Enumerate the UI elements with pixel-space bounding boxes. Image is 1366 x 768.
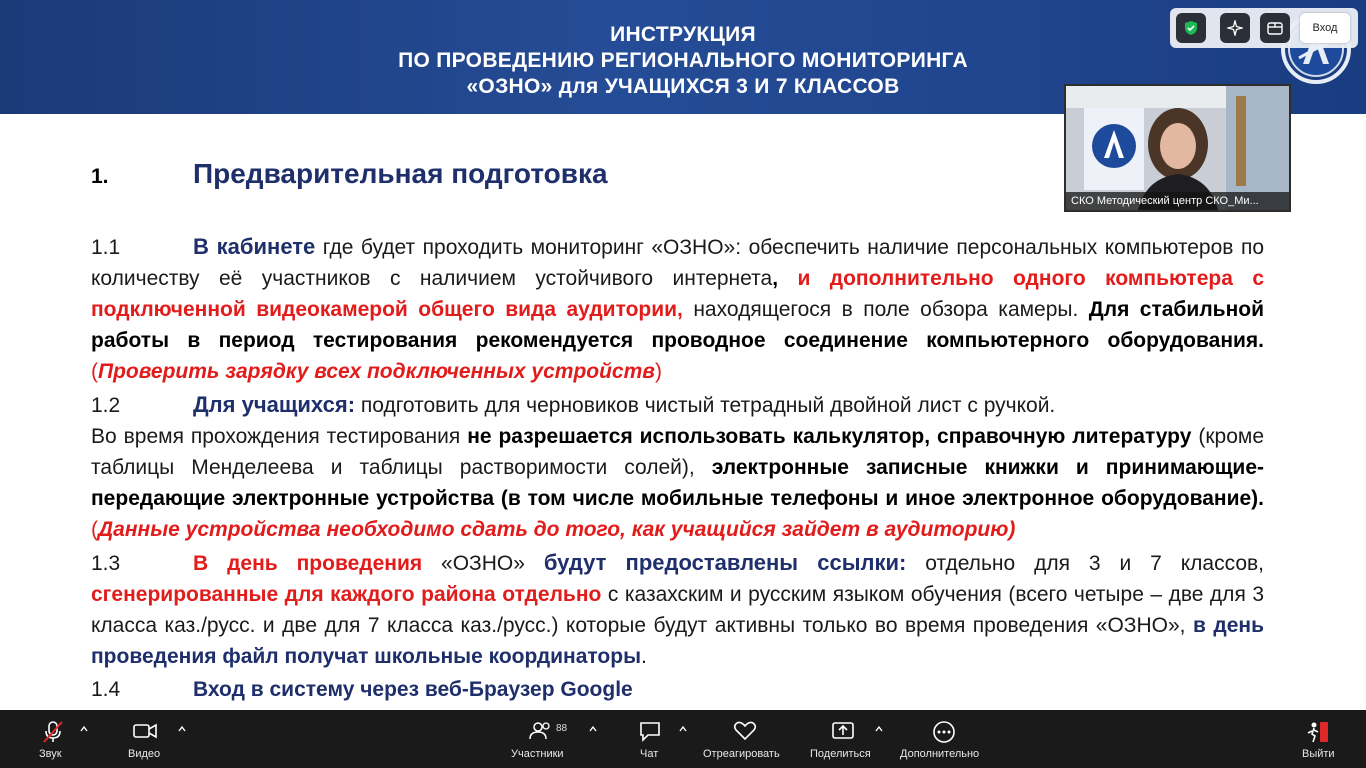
text-span: ) <box>654 360 662 383</box>
text-span: ) <box>1008 518 1016 541</box>
banner-line-1: ИНСТРУКЦИЯ <box>610 23 756 46</box>
navy-text: в день проведения файл получат школьные координаторы <box>91 614 1264 668</box>
react-label: Отреагировать <box>703 748 780 760</box>
chevron-up-icon[interactable] <box>874 724 884 734</box>
highlight-red-italic: Данные устройства необходимо сдать до того, как учащийся зайдет в аудиторию <box>98 518 1009 541</box>
lead-text: В кабинете <box>193 234 316 259</box>
participants-icon <box>528 720 554 742</box>
video-button[interactable] <box>122 710 168 768</box>
chat-button[interactable] <box>632 710 668 768</box>
text-span: с казахским и русским языком обучения (всего четыре – две для 3 класса каз./русс. и две для 7 класса каз./русс.) которые будут активны только во время проведения «ОЗНО», <box>91 583 1264 637</box>
participant-name: СКО Методический центр СКО_Ми... <box>1066 192 1289 210</box>
navy-text: Вход в систему через веб-Браузер Google <box>193 678 633 701</box>
bold-text: электронные записные книжки и принимающие-передающие электронные устройства (в том числе мобильные телефоны и иное электронное оборудование). <box>91 456 1264 510</box>
chat-label: Чат <box>640 748 659 760</box>
microphone-muted-icon <box>42 720 64 744</box>
text-span: . <box>641 645 647 668</box>
paragraph-rules <box>91 421 1264 545</box>
sound-label: Звук <box>39 748 62 760</box>
meeting-toolbar <box>0 710 1366 768</box>
leave-button[interactable] <box>1296 710 1340 768</box>
item-number: 1.4 <box>91 678 121 701</box>
video-label: Видео <box>128 748 161 760</box>
more-icon <box>931 720 957 744</box>
participant-video-tile[interactable] <box>1064 84 1291 212</box>
banner-line-3: «ОЗНО» для УЧАЩИХСЯ 3 И 7 КЛАССОВ <box>466 75 900 98</box>
highlight-red: сгенерированные для каждого района отдельно <box>91 583 602 606</box>
paragraph-1-1 <box>91 231 1264 387</box>
leave-door-icon <box>1306 720 1330 744</box>
navy-text: будут предоставлены ссылки: <box>543 550 907 575</box>
text-span: , <box>772 267 798 290</box>
bold-text: Для стабильной работы в период тестирования рекомендуется проводное соединение компьютерного оборудования. <box>91 298 1264 352</box>
text-span: где будет проходить мониторинг «ОЗНО»: обеспечить наличие персональных компьютеров по количеству её участников с наличием устойчивого интернета <box>91 236 1264 290</box>
react-button[interactable] <box>700 710 790 768</box>
text-span: ( <box>91 360 98 383</box>
text-span: (кроме таблицы Менделеева и таблицы растворимости солей), <box>91 425 1265 479</box>
banner-line-2: ПО ПРОВЕДЕНИЮ РЕГИОНАЛЬНОГО МОНИТОРИНГА <box>398 49 968 72</box>
paragraph-1-2 <box>91 389 1264 421</box>
highlight-red-italic: Проверить зарядку всех подключенных устройств <box>98 360 655 383</box>
bold-text: не разрешается использовать калькулятор, справочную литературу <box>467 425 1192 448</box>
chevron-up-icon[interactable] <box>588 724 598 734</box>
paragraph-1-3 <box>91 547 1264 672</box>
lead-text: Для учащихся: <box>193 392 356 417</box>
participants-count: 88 <box>556 723 568 734</box>
more-button[interactable] <box>896 710 992 768</box>
chevron-up-icon[interactable] <box>678 724 688 734</box>
slide-content <box>91 158 1264 705</box>
share-label: Поделиться <box>810 748 871 760</box>
text-span: отдельно для 3 и 7 классов, <box>906 552 1264 575</box>
camera-icon <box>132 720 158 742</box>
item-number: 1.2 <box>91 394 121 417</box>
leave-label: Выйти <box>1302 748 1335 760</box>
text-span: ( <box>91 518 98 541</box>
share-screen-icon <box>831 720 855 742</box>
heart-icon <box>732 720 758 742</box>
chevron-up-icon[interactable] <box>79 724 89 734</box>
participants-button[interactable] <box>506 710 576 768</box>
text-span: «ОЗНО» <box>422 552 544 575</box>
share-button[interactable] <box>806 710 880 768</box>
item-number: 1.3 <box>91 552 121 575</box>
sparkle-icon[interactable] <box>1220 13 1250 43</box>
grid-icon[interactable] <box>1260 13 1290 43</box>
text-span: подготовить для черновиков чистый тетрадный двойной лист с ручкой. <box>355 394 1056 417</box>
section-title: Предварительная подготовка <box>193 158 608 189</box>
enter-button[interactable]: Вход <box>1300 13 1350 43</box>
item-number: 1.1 <box>91 236 121 259</box>
section-number: 1. <box>91 165 109 188</box>
chat-icon <box>638 720 662 742</box>
paragraph-1-4-partial <box>91 674 1264 705</box>
shield-icon[interactable] <box>1176 13 1206 43</box>
highlight-red: и дополнительно одного компьютера с подключенной видеокамерой общего вида аудитории, <box>91 267 1264 321</box>
sound-button[interactable] <box>30 710 74 768</box>
text-span: находящегося в поле обзора камеры. <box>682 298 1089 321</box>
text-span: Во время прохождения тестирования <box>91 425 468 448</box>
chevron-up-icon[interactable] <box>177 724 187 734</box>
participants-label: Участники <box>511 748 564 760</box>
more-label: Дополнительно <box>900 748 980 760</box>
highlight-red: В день проведения <box>193 552 423 575</box>
